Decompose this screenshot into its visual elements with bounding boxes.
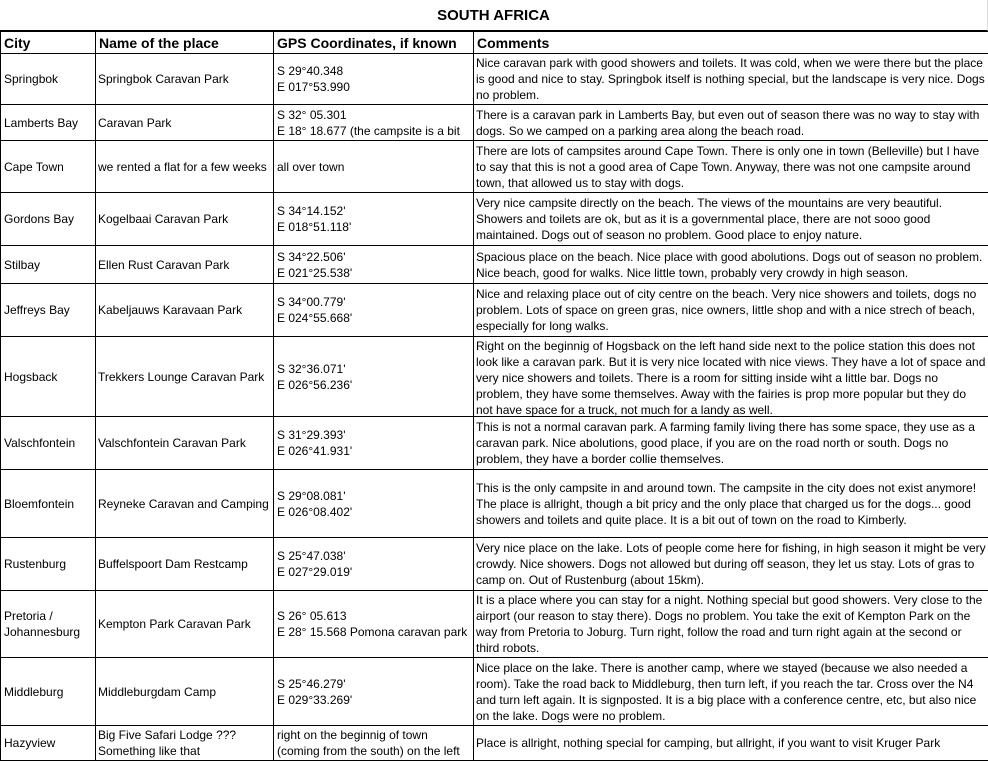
cell-place[interactable]: Reyneke Caravan and Camping [96,470,274,538]
table-row [1,246,988,284]
cell-comments[interactable]: Nice and relaxing place out of city centre on the beach. Very nice showers and toilets, dogs no problem. Lots of space on green gras, nice owners, little shop and with a nice strech of beach, especially for long walks. [474,284,988,337]
table-row [1,726,988,761]
cell-city[interactable]: Rustenburg [1,538,96,591]
cell-place[interactable]: Ellen Rust Caravan Park [96,246,274,284]
header-gps[interactable]: GPS Coordinates, if known [274,32,474,54]
cell-gps[interactable]: S 34°00.779' E 024°55.668' [274,284,474,337]
cell-comments[interactable]: There is a caravan park in Lamberts Bay, but even out of season there was no way to stay with dogs. So we camped on a parking area along the beach road. [474,105,988,141]
cell-gps[interactable]: S 34°22.506' E 021°25.538' [274,246,474,284]
comments-text: Right on the beginnig of Hogsback on the left hand side next to the police station this does not look like a caravan park. But it is very nice located with nice views. They have a lot of space and very nice showers and toilets. There is a room for sitting inside wiht a little bar. Dogs no problem, they have some themselves. Away with the fairies is prop more popular but they do not have space for a truck, not much for a landy as well. [476,338,986,416]
table-row [1,105,988,141]
cell-gps[interactable]: S 26° 05.613 E 28° 15.568 Pomona caravan park [274,591,474,658]
cell-gps[interactable]: S 29°40.348 E 017°53.990 [274,54,474,105]
table-row [1,54,988,105]
header-place[interactable]: Name of the place [96,32,274,54]
cell-gps[interactable]: S 25°46.279' E 029°33.269' [274,658,474,726]
cell-place[interactable]: Trekkers Lounge Caravan Park [96,337,274,417]
cell-place[interactable]: Big Five Safari Lodge ??? Something like that [96,726,274,761]
cell-comments[interactable]: This is not a normal caravan park. A farming family living there has some space, they use as a caravan park. Nice abolutions, good place, if you are on the road north or south. Dogs no problem, they have a border collie themselves. [474,417,988,470]
table-row [1,337,988,417]
table-row [1,538,988,591]
cell-comments[interactable]: Spacious place on the beach. Nice place with good abolutions. Dogs out of season no problem. Nice beach, good for walks. Nice little town, probably very crowdy in high season. [474,246,988,284]
cell-city[interactable]: Middleburg [1,658,96,726]
cell-city[interactable]: Bloemfontein [1,470,96,538]
cell-city[interactable]: Hazyview [1,726,96,761]
cell-city[interactable]: Stilbay [1,246,96,284]
header-city[interactable]: City [1,32,96,54]
table-row [1,417,988,470]
table-row [1,284,988,337]
cell-place[interactable]: Middleburgdam Camp [96,658,274,726]
cell-place[interactable]: Buffelspoort Dam Restcamp [96,538,274,591]
table-row [1,658,988,726]
campsite-table [0,31,988,761]
cell-gps[interactable]: S 29°08.081' E 026°08.402' [274,470,474,538]
cell-comments[interactable]: Nice place on the lake. There is another camp, where we stayed (because we also needed a room). Take the road back to Middleburg, then turn left, if you reach the tar. Cross over the N4 and turn left again. It is signposted. It is a big place with a conference centre, etc, but also nice on the lake. Dogs were no problem. [474,658,988,726]
cell-city[interactable]: Jeffreys Bay [1,284,96,337]
cell-comments[interactable]: This is the only campsite in and around town. The campsite in the city does not exist anymore! The place is allright, though a bit pricy and the only place that charged us for the dogs... good showers and toilets and quite place. It is a bit out of town on the road to Kimberly. [474,470,988,538]
cell-place[interactable]: Kempton Park Caravan Park [96,591,274,658]
table-row [1,193,988,246]
cell-place[interactable]: Valschfontein Caravan Park [96,417,274,470]
cell-comments[interactable]: Nice caravan park with good showers and toilets. It was cold, when we were there but the place is good and nice to stay. Springbok itself is nothing special, but the landscape is very nice. Dogs no problem. [474,54,988,105]
table-row [1,591,988,658]
cell-city[interactable]: Pretoria / Johannesburg [1,591,96,658]
cell-place[interactable]: Caravan Park [96,105,274,141]
table-row [1,470,988,538]
cell-comments[interactable] [474,337,988,417]
cell-gps[interactable]: S 25°47.038' E 027°29.019' [274,538,474,591]
cell-gps[interactable]: right on the beginnig of town (coming from the south) on the left [274,726,474,761]
cell-place[interactable]: we rented a flat for a few weeks [96,141,274,193]
cell-comments[interactable]: There are lots of campsites around Cape Town. There is only one in town (Belleville) but I have to say that this is not a good area of Cape Town. Anyway, there was not one campsite around town, that allowed us to stay with dogs. [474,141,988,193]
header-comments[interactable]: Comments [474,32,988,54]
header-row [1,32,988,54]
cell-gps[interactable]: S 34°14.152' E 018°51.118' [274,193,474,246]
cell-city[interactable]: Gordons Bay [1,193,96,246]
cell-gps[interactable]: all over town [274,141,474,193]
cell-gps[interactable]: S 32°36.071' E 026°56.236' [274,337,474,417]
cell-city[interactable]: Hogsback [1,337,96,417]
cell-comments[interactable]: Very nice campsite directly on the beach. The views of the mountains are very beautiful. Showers and toilets are ok, but as it is a governmental place, there are not sooo good maintained. Dogs out of season no problem. Good place to enjoy nature. [474,193,988,246]
cell-comments[interactable]: It is a place where you can stay for a night. Nothing special but good showers. Very close to the airport (our reason to stay there). Dogs no problem. You take the exit of Kempton Park on the way from Pretoria to Joburg. Turn right, follow the road and turn right again at the second or third robots. [474,591,988,658]
cell-comments[interactable]: Place is allright, nothing special for camping, but allright, if you want to visit Kruger Park [474,726,988,761]
cell-gps[interactable]: S 31°29.393' E 026°41.931' [274,417,474,470]
cell-gps[interactable]: S 32° 05.301 E 18° 18.677 (the campsite is a bit [274,105,474,141]
table-row [1,141,988,193]
sheet-title: SOUTH AFRICA [0,0,988,31]
cell-city[interactable]: Springbok [1,54,96,105]
cell-place[interactable]: Springbok Caravan Park [96,54,274,105]
cell-place[interactable]: Kogelbaai Caravan Park [96,193,274,246]
cell-place[interactable]: Kabeljauws Karavaan Park [96,284,274,337]
cell-city[interactable]: Valschfontein [1,417,96,470]
cell-comments[interactable]: Very nice place on the lake. Lots of people come here for fishing, in high season it might be very crowdy. Nice showers. Dogs not allowed but during off season, they let us stay. Lots of gras to camp on. Out of Rustenburg (about 15km). [474,538,988,591]
cell-city[interactable]: Cape Town [1,141,96,193]
cell-city[interactable]: Lamberts Bay [1,105,96,141]
